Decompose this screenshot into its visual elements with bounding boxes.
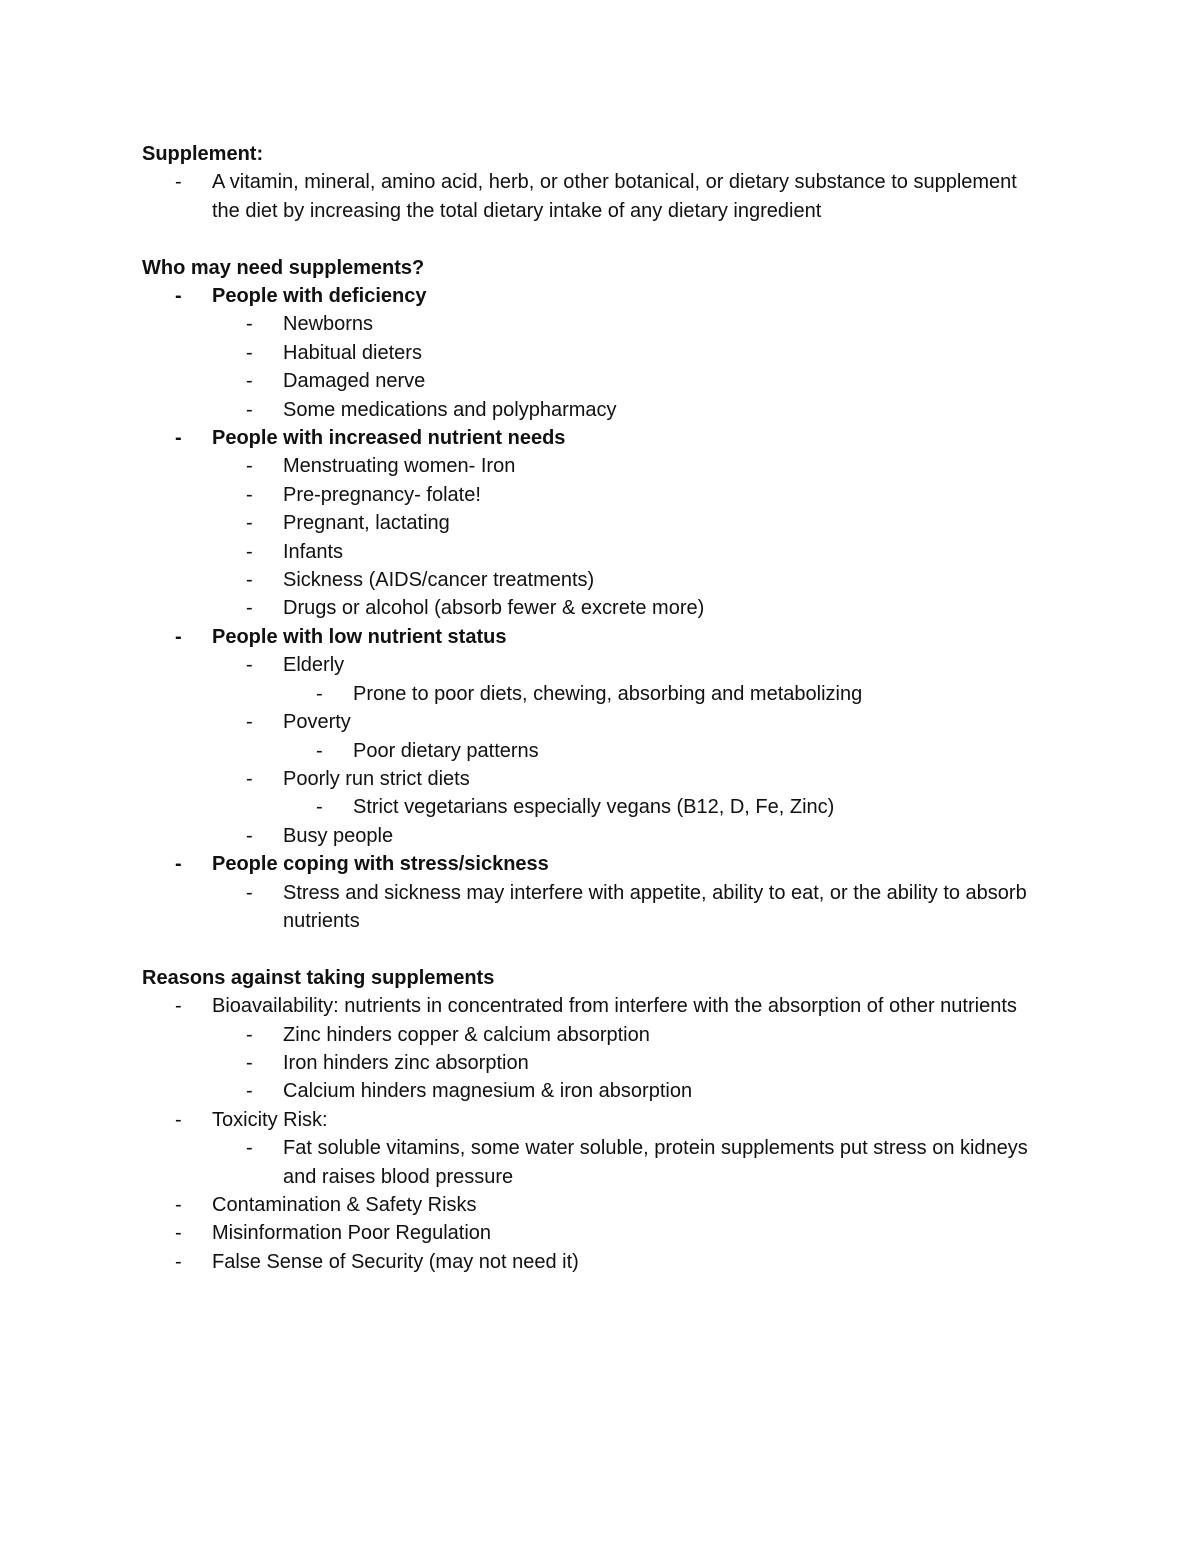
bullet-dash-icon: - [246,654,253,677]
bullet-dash-icon: - [246,767,253,790]
list-item-text: Busy people [283,824,394,847]
section [142,140,1042,225]
bullet-dash-icon: - [316,682,323,705]
list-item [142,651,1042,679]
list-item [142,310,1042,338]
list-item-text: A vitamin, mineral, amino acid, herb, or other botanical, or dietary substance to supplement the diet by increasing the total dietary intake of any dietary ingredient [212,171,1017,222]
list-item-text: Damaged nerve [283,370,426,393]
bullet-dash-icon: - [175,427,182,450]
list-item [142,509,1042,537]
list-item-text: Pre-pregnancy- folate! [283,483,481,506]
bullet-dash-icon: - [246,398,253,421]
bullet-dash-icon: - [175,995,182,1018]
list-item [142,737,1042,765]
list-item [142,708,1042,736]
list-item [142,879,1042,936]
list-item [142,168,1042,225]
bullet-dash-icon: - [246,569,253,592]
list-item-text: Fat soluble vitamins, some water soluble, protein supplements put stress on kidneys and raises blood pressure [283,1137,1028,1188]
bullet-dash-icon: - [246,881,253,904]
list-item-text: Habitual dieters [283,341,422,364]
bullet-dash-icon: - [175,1250,182,1273]
list-item-text: Bioavailability: nutrients in concentrated from interfere with the absorption of other nutrients [212,995,1017,1018]
list-item [142,1106,1042,1134]
list-item [142,452,1042,480]
list-item [142,367,1042,395]
list-item-text: Pregnant, lactating [283,512,450,535]
list-item [142,623,1042,651]
list-item [142,680,1042,708]
list-item-text: Poorly run strict diets [283,767,470,790]
bullet-dash-icon: - [246,1023,253,1046]
bullet-dash-icon: - [246,540,253,563]
list-item [142,765,1042,793]
bullet-dash-icon: - [246,824,253,847]
list-item [142,396,1042,424]
bullet-dash-icon: - [246,1080,253,1103]
bullet-dash-icon: - [316,739,323,762]
bullet-dash-icon: - [246,341,253,364]
section [142,964,1042,1276]
section-heading: Who may need supplements? [142,256,425,279]
list-item-text: Prone to poor diets, chewing, absorbing and metabolizing [353,682,863,705]
list-item [142,481,1042,509]
bullet-dash-icon: - [246,512,253,535]
list-item-text: Drugs or alcohol (absorb fewer & excrete more) [283,597,705,620]
list-item [142,594,1042,622]
list-item [142,339,1042,367]
list-item-text: Zinc hinders copper & calcium absorption [283,1023,650,1046]
list-item [142,1248,1042,1276]
list-item [142,1191,1042,1219]
bullet-dash-icon: - [175,285,182,308]
bullet-dash-icon: - [246,370,253,393]
list-item [142,1077,1042,1105]
list-item [142,1219,1042,1247]
list-item [142,566,1042,594]
bullet-dash-icon: - [175,853,182,876]
list-item-text: Misinformation Poor Regulation [212,1222,492,1245]
list-item [142,822,1042,850]
bullet-dash-icon: - [175,1194,182,1216]
list-item-text: People with deficiency [212,285,427,308]
list-item-text: People with increased nutrient needs [212,427,566,450]
list-item-text: Iron hinders zinc absorption [283,1051,529,1074]
section-heading: Supplement: [142,143,264,165]
list-item-text: Some medications and polypharmacy [283,398,617,421]
list-item [142,1049,1042,1077]
bullet-dash-icon: - [175,1108,182,1131]
list-item [142,793,1042,821]
list-item-text: Contamination & Safety Risks [212,1194,477,1216]
bullet-dash-icon: - [316,796,323,819]
list-item-text: Poor dietary patterns [353,739,539,762]
list-item-text: Infants [283,540,344,563]
list-item-text: Sickness (AIDS/cancer treatments) [283,569,595,592]
bullet-dash-icon: - [246,597,253,620]
section [142,254,1042,936]
list-item [142,992,1042,1020]
list-item [142,850,1042,878]
list-item-text: People coping with stress/sickness [212,853,549,876]
list-item-text: Newborns [283,313,374,336]
bullet-dash-icon: - [246,455,253,478]
list-item-text: Stress and sickness may interfere with appetite, ability to eat, or the ability to absorb nutrients [283,881,1027,932]
section-heading: Reasons against taking supplements [142,966,495,989]
list-item-text: Menstruating women- Iron [283,455,516,478]
list-item-text: False Sense of Security (may not need it) [212,1250,579,1273]
bullet-dash-icon: - [175,171,182,194]
list-item-text: Calcium hinders magnesium & iron absorption [283,1080,693,1103]
bullet-dash-icon: - [246,711,253,734]
bullet-dash-icon: - [246,483,253,506]
list-item [142,538,1042,566]
list-item [142,282,1042,310]
bullet-dash-icon: - [246,1137,253,1160]
bullet-dash-icon: - [246,313,253,336]
list-item-text: Poverty [283,711,351,734]
list-item [142,1021,1042,1049]
list-item-text: People with low nutrient status [212,625,507,648]
list-item [142,424,1042,452]
list-item-text: Toxicity Risk: [212,1108,328,1131]
bullet-dash-icon: - [175,625,182,648]
list-item [142,1134,1042,1191]
bullet-dash-icon: - [246,1051,253,1074]
bullet-dash-icon: - [175,1222,182,1245]
document-body [142,140,1042,1276]
list-item-text: Strict vegetarians especially vegans (B12, D, Fe, Zinc) [353,796,835,819]
list-item-text: Elderly [283,654,345,677]
